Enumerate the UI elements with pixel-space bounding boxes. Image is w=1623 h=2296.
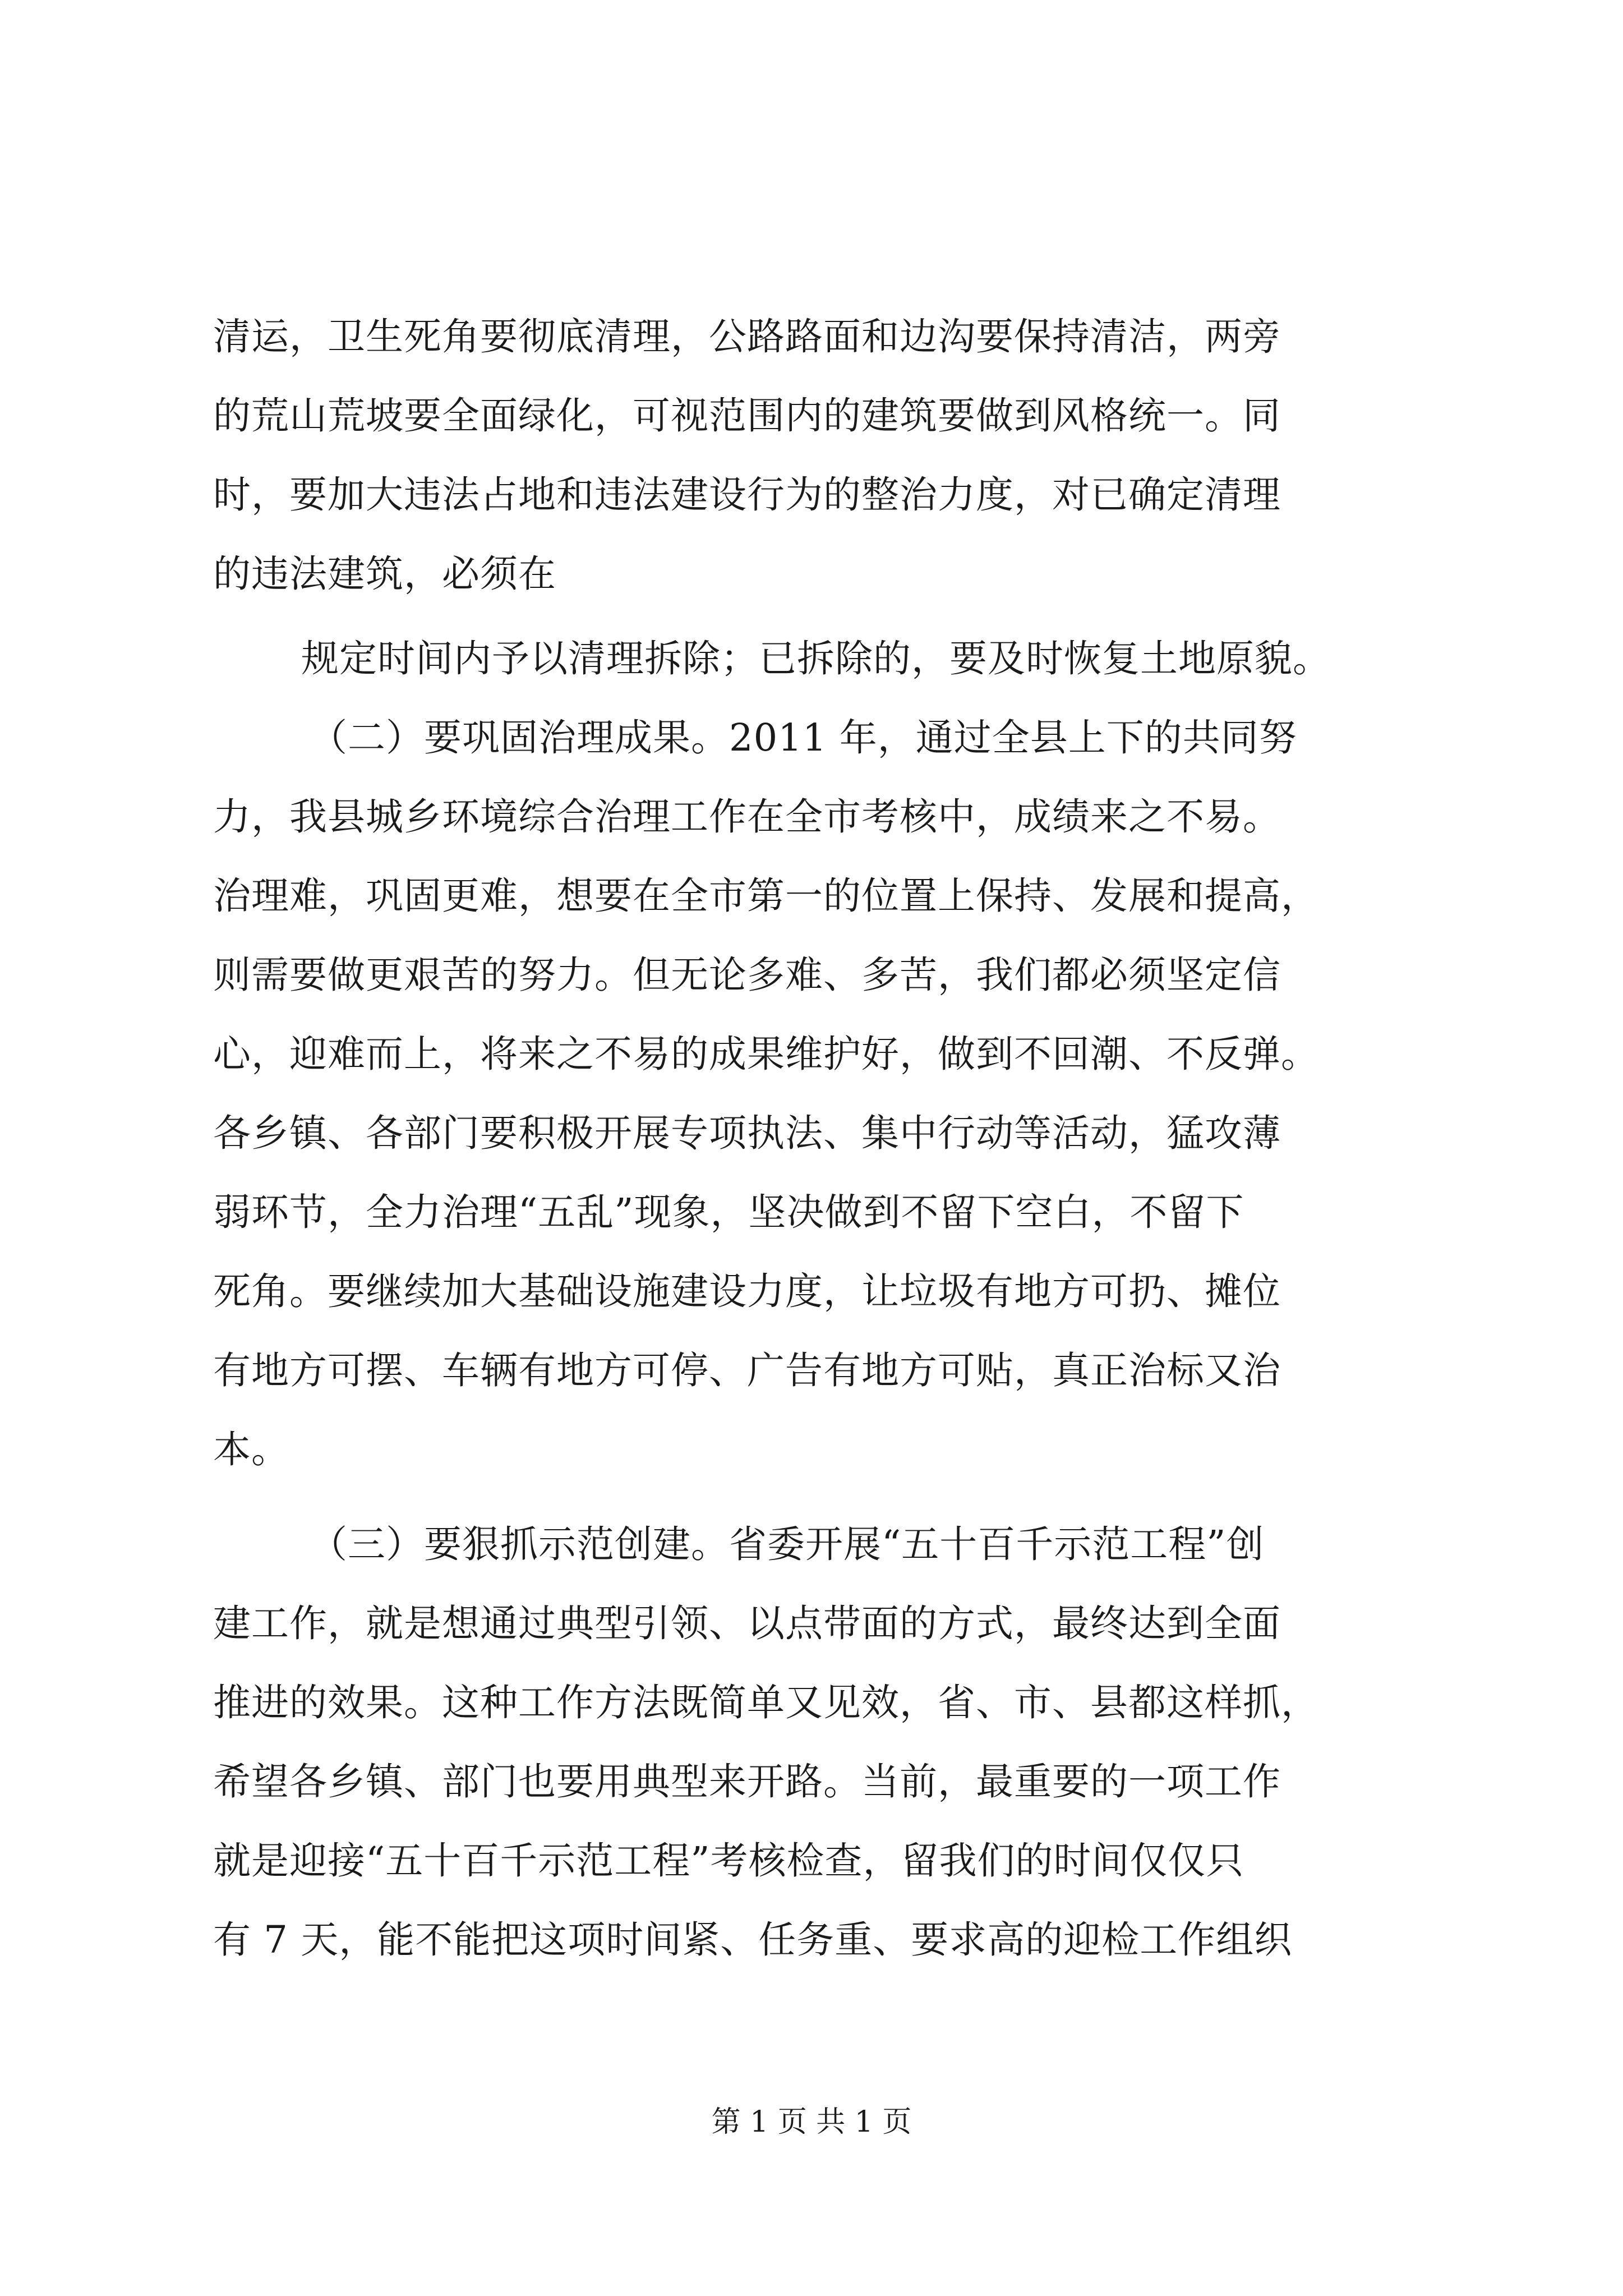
page-footer: 第 1 页 共 1 页 [711,2105,912,2139]
text-line: 希望各乡镇、部门也要用典型来开路。当前，最重要的一项工作 [213,1760,1281,1803]
text-line: 心，迎难而上，将来之不易的成果维护好，做到不回潮、不反弹。 [213,1032,1319,1076]
text-line: 时，要加大违法占地和违法建设行为的整治力度，对已确定清理 [213,473,1281,517]
text-line: 弱环节，全力治理“五乱”现象，坚决做到不留下空白，不留下 [213,1190,1244,1234]
text-line: 建工作，就是想通过典型引领、以点带面的方式，最终达到全面 [213,1602,1281,1645]
document-body [213,297,1408,1980]
text-line: 的荒山荒坡要全面绿化，可视范围内的建筑要做到风格统一。同 [213,394,1281,438]
text-line: 有 7 天，能不能把这项时间紧、任务重、要求高的迎检工作组织 [213,1918,1293,1962]
text-line: 有地方可摆、车辆有地方可停、广告有地方可贴，真正治标又治 [213,1349,1281,1392]
text-line: 的违法建筑，必须在 [213,552,556,596]
text-line: 治理难，巩固更难，想要在全市第一的位置上保持、发展和提高， [213,874,1319,918]
text-line: 清运，卫生死角要彻底清理，公路路面和边沟要保持清洁，两旁 [213,315,1281,358]
paragraph-start-line: （二）要巩固治理成果。2011 年，通过全县上下的共同努 [310,716,1297,760]
paragraph-start-line: （三）要狠抓示范创建。省委开展“五十百千示范工程”创 [310,1522,1265,1566]
text-line: 则需要做更艰苦的努力。但无论多难、多苦，我们都必须坚定信 [213,953,1281,997]
text-line: 各乡镇、各部门要积极开展专项执法、集中行动等活动，猛攻薄 [213,1111,1281,1155]
text-line: 就是迎接“五十百千示范工程”考核检查，留我们的时间仅仅只 [213,1839,1244,1883]
text-line: 推进的效果。这种工作方法既简单又见效，省、市、县都这样抓， [213,1681,1319,1724]
text-line: 力，我县城乡环境综合治理工作在全市考核中，成绩来之不易。 [213,795,1281,839]
text-line: 死角。要继续加大基础设施建设力度，让垃圾有地方可扔、摊位 [213,1269,1281,1313]
text-line: 本。 [213,1428,289,1471]
text-line: 规定时间内予以清理拆除；已拆除的，要及时恢复土地原貌。 [301,637,1331,680]
